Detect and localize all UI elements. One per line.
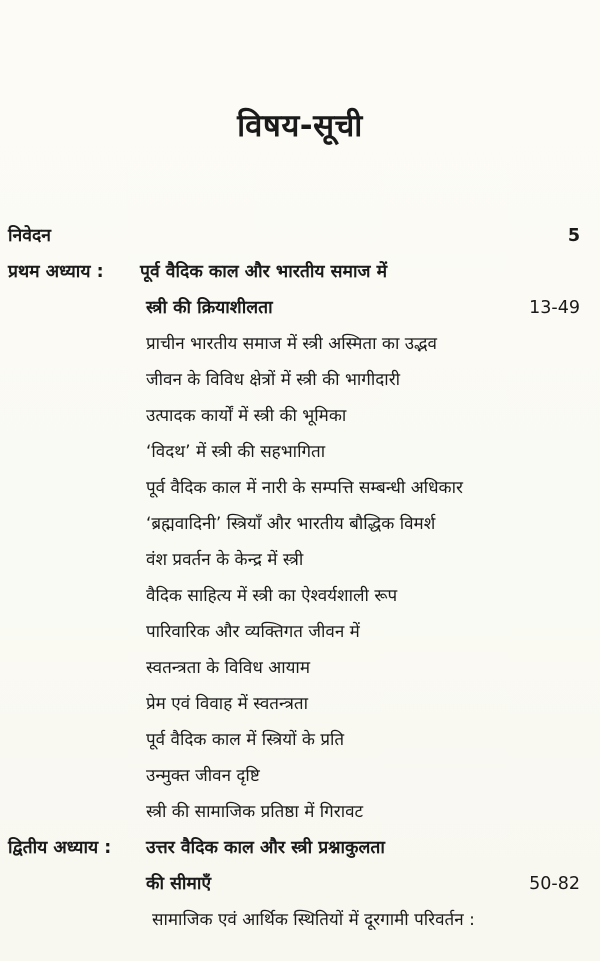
toc-item — [0, 326, 600, 362]
toc-item — [0, 794, 600, 830]
toc-item — [0, 506, 600, 542]
chapter1-title-line1: पूर्व वैदिक काल और भारतीय समाज में — [140, 262, 388, 282]
toc-chapter1-heading — [0, 254, 600, 290]
toc-item-text: उत्पादक कार्यों में स्त्री की भूमिका — [146, 406, 347, 426]
chapter2-pages: 50-82 — [529, 874, 580, 894]
toc-chapter2-heading-cont — [0, 866, 600, 902]
toc-chapter2-heading — [0, 830, 600, 866]
toc-item-text: प्रेम एवं विवाह में स्वतन्त्रता — [146, 694, 308, 714]
toc-item — [0, 578, 600, 614]
toc-item — [0, 398, 600, 434]
toc-item — [0, 434, 600, 470]
toc-preface-label: निवेदन — [8, 226, 51, 246]
toc-item — [0, 686, 600, 722]
toc-item — [0, 902, 600, 938]
toc-item-text: प्राचीन भारतीय समाज में स्त्री अस्मिता का उद्भव — [146, 334, 437, 354]
toc-item-text: पूर्व वैदिक काल में स्त्रियों के प्रति — [146, 730, 345, 750]
toc-item-text: स्त्री की सामाजिक प्रतिष्ठा में गिरावट — [146, 802, 364, 822]
toc-item — [0, 542, 600, 578]
chapter1-pages: 13-49 — [529, 298, 580, 318]
toc-item — [0, 650, 600, 686]
chapter1-prefix: प्रथम अध्याय : — [8, 262, 104, 282]
chapter1-title-line2: स्त्री की क्रियाशीलता — [146, 298, 273, 318]
toc-item-text: उन्मुक्त जीवन दृष्टि — [146, 766, 260, 786]
toc-row-preface — [0, 218, 600, 254]
toc-preface-page: 5 — [567, 226, 580, 246]
toc-item-text: पारिवारिक और व्यक्तिगत जीवन में — [146, 622, 360, 642]
page-title: विषय-सूची — [237, 108, 363, 144]
toc-item-text: ‘ब्रह्मवादिनी’ स्त्रियाँ और भारतीय बौद्धिक विमर्श — [146, 514, 436, 534]
toc-item — [0, 722, 600, 758]
toc-item-text: वैदिक साहित्य में स्त्री का ऐश्वर्यशाली रूप — [146, 586, 398, 606]
toc-item-text: वंश प्रवर्तन के केन्द्र में स्त्री — [146, 550, 304, 570]
toc-item — [0, 758, 600, 794]
toc-item-text: स्वतन्त्रता के विविध आयाम — [146, 658, 310, 678]
toc-item-text: ‘विदथ’ में स्त्री की सहभागिता — [146, 442, 326, 462]
toc-item-text: जीवन के विविध क्षेत्रों में स्त्री की भागीदारी — [146, 370, 401, 390]
chapter2-title-line1: उत्तर वैदिक काल और स्त्री प्रश्नाकुलता — [146, 838, 385, 858]
toc-item-text: पूर्व वैदिक काल में नारी के सम्पत्ति सम्बन्धी अधिकार — [146, 478, 463, 498]
toc-chapter1-heading-cont — [0, 290, 600, 326]
toc-item — [0, 362, 600, 398]
toc-item — [0, 470, 600, 506]
toc-item-text: सामाजिक एवं आर्थिक स्थितियों में दूरगामी परिवर्तन : — [152, 910, 475, 930]
toc-item — [0, 614, 600, 650]
chapter2-title-line2: की सीमाएँ — [146, 874, 212, 894]
chapter2-prefix: द्वितीय अध्याय : — [8, 838, 112, 858]
